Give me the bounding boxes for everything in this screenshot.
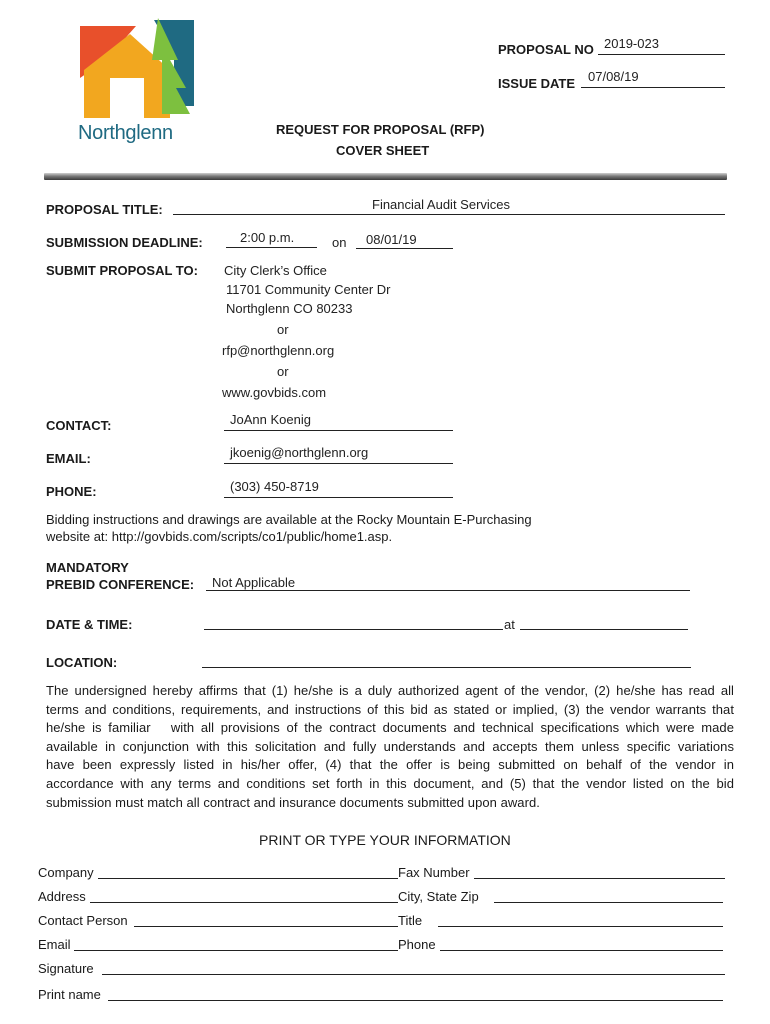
location-line [202,667,691,668]
affirmation-line-2: terms and conditions, requirements, and instructions of this bid as stated or implied, (3) the vendor warrants that [46,701,734,717]
contact-label: CONTACT: [46,418,112,433]
print-heading: PRINT OR TYPE YOUR INFORMATION [259,832,511,848]
submit-to-line-6: or [277,364,289,379]
deadline-on: on [332,235,347,250]
fax-line[interactable] [474,878,725,879]
submit-to-label: SUBMIT PROPOSAL TO: [46,263,198,278]
email-label: EMAIL: [46,451,91,466]
email-value: jkoenig@northglenn.org [230,445,369,460]
location-label: LOCATION: [46,655,118,670]
affirmation-line-7: submission must match all contract and insurance documents submitted upon award. [46,794,540,810]
issue-date-value: 07/08/19 [588,69,639,84]
mandatory-label: MANDATORY [46,560,129,575]
prebid-conference-line [206,590,690,591]
phone-label: PHONE: [46,484,97,499]
logo-text: Northglenn [78,122,173,144]
contact-line [224,430,453,431]
contact-person-label: Contact Person [38,913,128,928]
email-print-label: Email [38,937,71,952]
northglenn-logo [74,14,200,154]
prebid-conference-label: PREBID CONFERENCE: [46,577,195,592]
submit-to-line-4: or [277,322,289,337]
submit-to-line-5: rfp@northglenn.org [222,343,335,358]
proposal-no-line [598,54,725,55]
deadline-label: SUBMISSION DEADLINE: [46,235,203,250]
contact-person-line[interactable] [134,926,398,927]
phone-line [224,497,453,498]
deadline-date-line [356,248,453,249]
print-name-line[interactable] [108,1000,723,1001]
affirmation-line-6: accordance with any terms and conditions set forth in this document, and (5) that the vendor listed on the bid [46,776,734,791]
northglenn-logo-icon [74,14,200,126]
header-divider [44,173,727,180]
rfp-title: REQUEST FOR PROPOSAL (RFP) [276,122,485,137]
fax-label: Fax Number [398,865,470,880]
deadline-time-line [226,247,317,248]
submit-to-line-7: www.govbids.com [222,385,327,400]
proposal-title-value: Financial Audit Services [372,197,511,212]
title-line[interactable] [438,926,723,927]
issue-date-line [581,87,725,88]
affirmation-line-4: available in conjunction with this solicitation and fully understands and accepts them unless specific variations [46,738,734,754]
signature-line[interactable] [102,974,725,975]
date-time-label: DATE & TIME: [46,617,133,632]
proposal-title-label: PROPOSAL TITLE: [46,202,163,217]
prebid-conference-value: Not Applicable [212,575,296,590]
deadline-time: 2:00 p.m. [240,230,295,245]
company-label: Company [38,865,94,880]
issue-date-label: ISSUE DATE [498,76,576,91]
title-label: Title [398,913,423,928]
affirmation-line-1: The undersigned hereby affirms that (1) he/she is a duly authorized agent of the vendor, (2) he/she has read all [46,683,734,698]
phone-print-label: Phone [398,937,436,952]
address-line[interactable] [90,902,398,903]
proposal-title-line [173,214,725,215]
proposal-no-value: 2019-023 [604,36,659,51]
affirmation-line-5: have been expressly listed in his/her offer, (4) that the offer is being submitted on behalf of the vendor in [46,757,734,773]
bidding-info-line-2: website at: http://govbids.com/scripts/co1/public/home1.asp. [46,529,393,544]
date-line [204,629,503,630]
company-line[interactable] [98,878,398,879]
deadline-date: 08/01/19 [366,232,417,247]
signature-label: Signature [38,961,94,976]
phone-value: (303) 450-8719 [230,479,319,494]
contact-value: JoAnn Koenig [230,412,311,427]
city-label: City, State Zip [398,889,479,904]
email-print-line[interactable] [74,950,398,951]
submit-to-line-2: 11701 Community Center Dr [226,282,391,297]
city-line[interactable] [494,902,723,903]
email-line [224,463,453,464]
proposal-no-label: PROPOSAL NO [498,42,594,57]
affirmation-line-3: he/she is familiar with all provisions of the contract documents and technical specifications which were made [46,720,734,736]
submit-to-line-1: City Clerk’s Office [224,263,327,278]
address-label: Address [38,889,86,904]
at-label: at [504,617,515,632]
cover-sheet-title: COVER SHEET [336,143,430,158]
time-line [520,629,688,630]
bidding-info-line-1: Bidding instructions and drawings are available at the Rocky Mountain E-Purchasing [46,512,532,527]
phone-print-line[interactable] [440,950,723,951]
submit-to-line-3: Northglenn CO 80233 [226,301,353,316]
print-name-label: Print name [38,987,101,1002]
